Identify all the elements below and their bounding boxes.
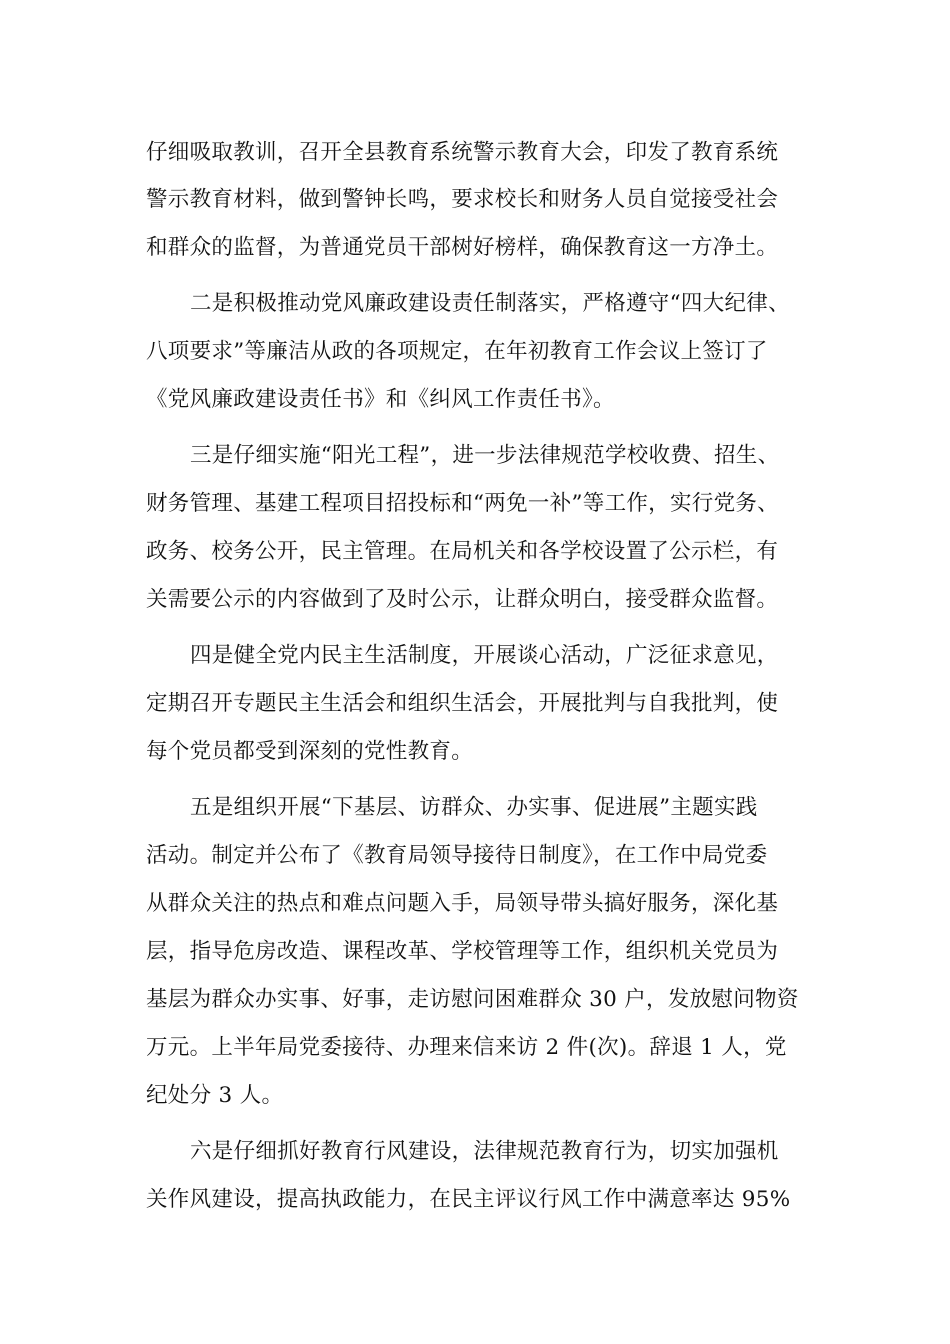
text-line: 关作风建设，提高执政能力，在民主评议行风工作中满意率达 95% (146, 1187, 791, 1212)
text-line: 活动。制定并公布了《教育局领导接待日制度》，在工作中局党委 (146, 843, 768, 868)
text-line: 基层为群众办实事、好事，走访慰问困难群众 30 户，发放慰问物资 (146, 987, 799, 1012)
text-line: 财务管理、基建工程项目招投标和“两免一补”等工作，实行党务、 (146, 491, 779, 516)
text-line: 关需要公示的内容做到了及时公示，让群众明白，接受群众监督。 (146, 587, 779, 612)
text-line: 从群众关注的热点和难点问题入手，局领导带头搞好服务，深化基 (146, 891, 779, 916)
text-line: 层，指导危房改造、课程改革、学校管理等工作，组织机关党员为 (146, 939, 779, 964)
text-line: 政务、校务公开，民主管理。在局机关和各学校设置了公示栏，有 (146, 539, 779, 564)
text-line: 定期召开专题民主生活会和组织生活会，开展批判与自我批判，使 (146, 691, 779, 716)
text-line: 警示教育材料，做到警钟长鸣，要求校长和财务人员自觉接受社会 (146, 187, 779, 212)
paragraph-4-start: 四是健全党内民主生活制度，开展谈心活动，广泛征求意见， (190, 643, 779, 668)
paragraph-3-start: 三是仔细实施“阳光工程”，进一步法律规范学校收费、招生、 (190, 443, 780, 468)
text-line: 和群众的监督，为普通党员干部树好榜样，确保教育这一方净土。 (146, 235, 779, 260)
text-line: 《党风廉政建设责任书》和《纠风工作责任书》。 (146, 387, 615, 412)
text-line: 八项要求”等廉洁从政的各项规定，在年初教育工作会议上签订了 (146, 339, 768, 364)
paragraph-6-start: 六是仔细抓好教育行风建设，法律规范教育行为，切实加强机 (190, 1139, 779, 1164)
text-line: 每个党员都受到深刻的党性教育。 (146, 739, 474, 764)
text-line: 万元。上半年局党委接待、办理来信来访 2 件(次)。辞退 1 人，党 (146, 1035, 787, 1060)
paragraph-5-start: 五是组织开展“下基层、访群众、办实事、促进展”主题实践 (190, 795, 758, 820)
text-line: 仔细吸取教训，召开全县教育系统警示教育大会，印发了教育系统 (146, 140, 779, 165)
paragraph-2-start: 二是积极推动党风廉政建设责任制落实，严格遵守“四大纪律、 (190, 291, 790, 316)
text-line: 纪处分 3 人。 (146, 1083, 284, 1108)
